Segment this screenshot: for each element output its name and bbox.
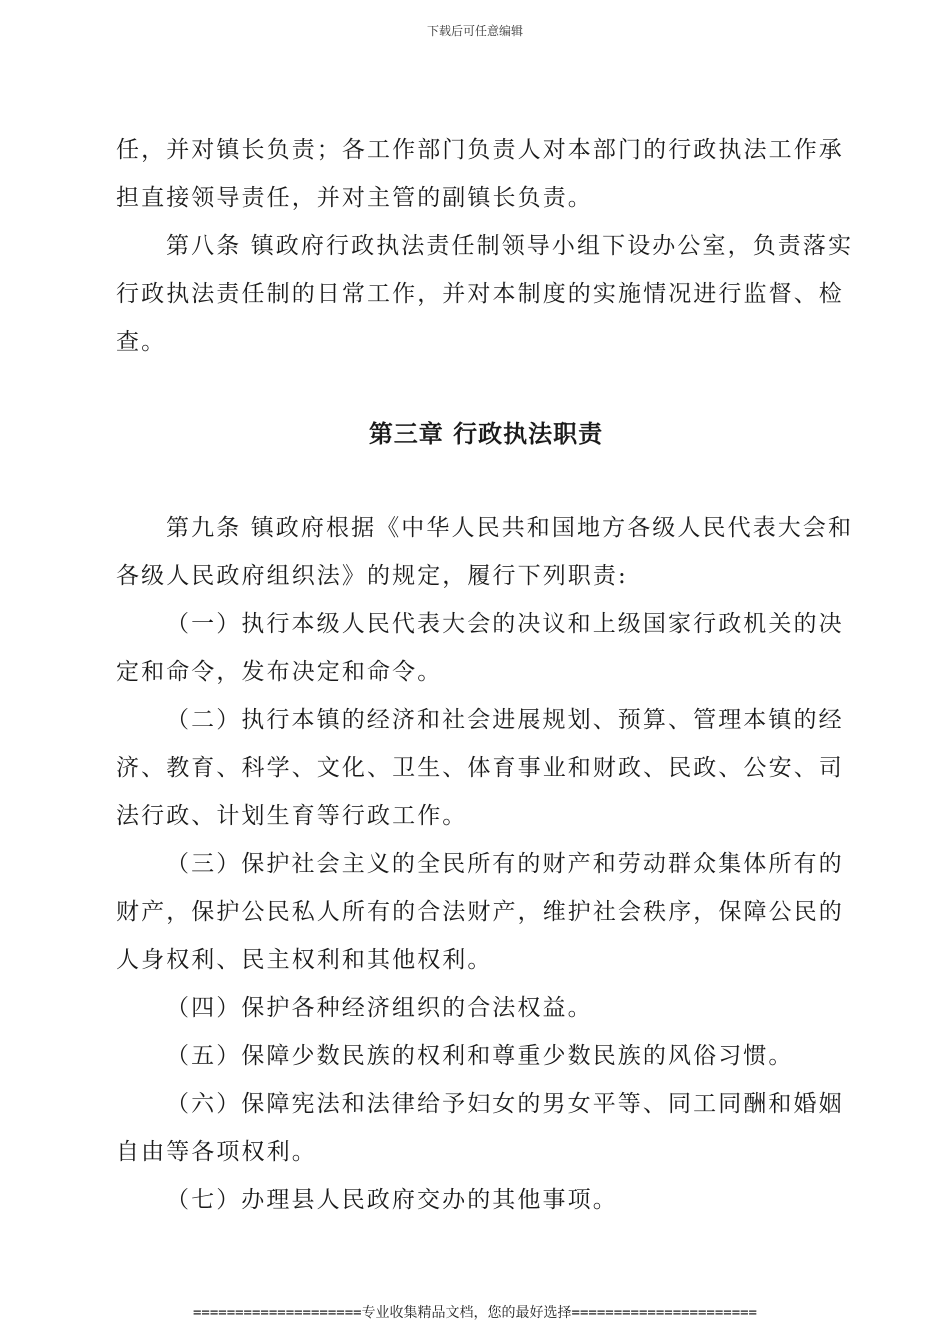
paragraph-continuation: 任，并对镇长负责；各工作部门负责人对本部门的行政执法工作承担直接领导责任，并对主管的副镇长负责。 [116,137,844,211]
footer-note: ====================专业收集精品文档，您的最好选择====================== [192,1305,757,1321]
document-body [116,126,856,1224]
list-item-1: （一）执行本级人民代表大会的决议和上级国家行政机关的决定和命令，发布决定和命令。 [116,611,844,685]
list-item-6: （六）保障宪法和法律给予妇女的男女平等、同工同酬和婚姻自由等各项权利。 [116,1091,844,1165]
paragraph-article-8: 第八条 镇政府行政执法责任制领导小组下设办公室，负责落实行政执法责任制的日常工作，并对本制度的实施情况进行监督、检查。 [116,233,854,355]
list-item-7: （七）办理县人民政府交办的其他事项。 [166,1187,618,1213]
header-note: 下载后可任意编辑 [426,24,523,38]
list-item-2: （二）执行本镇的经济和社会进展规划、预算、管理本镇的经济、教育、科学、文化、卫生、体育事业和财政、民政、公安、司法行政、计划生育等行政工作。 [116,707,844,829]
list-item-5: （五）保障少数民族的权利和尊重少数民族的风俗习惯。 [166,1043,794,1069]
list-item-4: （四）保护各种经济组织的合法权益。 [166,995,593,1021]
chapter-title: 第三章 行政执法职责 [368,420,604,448]
list-item-3: （三）保护社会主义的全民所有的财产和劳动群众集体所有的财产，保护公民私人所有的合法财产，维护社会秩序，保障公民的人身权利、民主权利和其他权利。 [116,851,844,973]
paragraph-article-9: 第九条 镇政府根据《中华人民共和国地方各级人民代表大会和各级人民政府组织法》的规定，履行下列职责: [116,515,854,589]
